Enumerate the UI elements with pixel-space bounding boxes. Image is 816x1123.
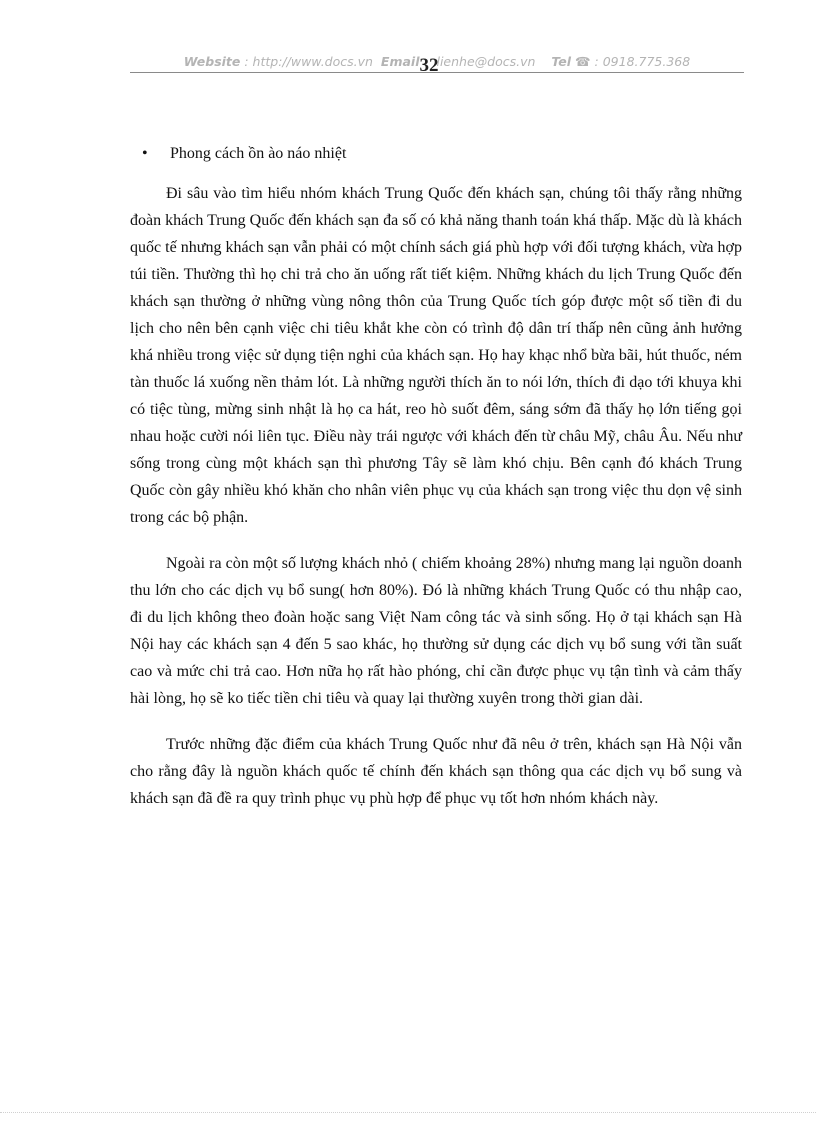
document-body [130, 140, 742, 831]
phone-icon: ☎ [574, 54, 591, 69]
paragraph-3: Trước những đặc điểm của khách Trung Quốc như đã nêu ở trên, khách sạn Hà Nội vẫn cho rằng đây là nguồn khách quốc tế chính đến khách sạn thông qua các dịch vụ bổ sung và khách sạn đã đề ra quy trình phục vụ phù hợp để phục vụ tốt hơn nhóm khách này. [130, 736, 742, 807]
paragraph-1: Đi sâu vào tìm hiểu nhóm khách Trung Quốc đến khách sạn, chúng tôi thấy rằng những đoàn khách Trung Quốc đến khách sạn đa số có khả năng thanh toán khá thấp. Mặc dù là khách quốc tế nhưng khách sạn vẫn phải có một chính sách giá phù hợp với đối tượng khách, vừa hợp túi tiền. Thường thì họ chi trả cho ăn uống rất tiết kiệm. Những khách du lịch Trung Quốc đến khách sạn thường ở những vùng nông thôn của Trung Quốc tích góp được một số tiền đi du lịch cho nên bên cạnh việc chi tiêu khắt khe còn có trình độ dân trí thấp nên cũng ảnh hưởng khá nhiều trong việc sử dụng tiện nghi của khách sạn. Họ hay khạc nhổ bừa bãi, hút thuốc, ném tàn thuốc lá xuống nền thảm lót. Là những người thích ăn to nói lớn, thích đi dạo tới khuya khi có tiệc tùng, mừng sinh nhật là họ ca hát, reo hò suốt đêm, sáng sớm đã thấy họ lớn tiếng gọi nhau hoặc cười nói liên tục. Điều này trái ngược với khách đến từ châu Mỹ, châu Âu. Nếu như sống trong cùng một khách sạn thì phương Tây sẽ làm khó chịu. Bên cạnh đó khách Trung Quốc còn gây nhiều khó khăn cho nhân viên phục vụ của khách sạn trong việc thu dọn vệ sinh trong các bộ phận. [130, 185, 742, 526]
website-label: Website [183, 54, 241, 69]
tel-label: Tel [551, 54, 571, 69]
bullet-icon: • [142, 145, 148, 162]
paragraph-2: Ngoài ra còn một số lượng khách nhỏ ( chiếm khoảng 28%) nhưng mang lại nguồn doanh thu lớn cho các dịch vụ bổ sung( hơn 80%). Đó là những khách Trung Quốc có thu nhập cao, đi du lịch không theo đoàn hoặc sang Việt Nam công tác và sinh sống. Họ ở tại khách sạn Hà Nội hay các khách sạn 4 đến 5 sao khác, họ thường sử dụng các dịch vụ bổ sung với tần suất cao và mức chi trả cao. Hơn nữa họ rất hào phóng, chỉ cần được phục vụ tận tình và cảm thấy hài lòng, họ sẽ ko tiếc tiền chi tiêu và quay lại thường xuyên trong thời gian dài. [130, 555, 742, 707]
phone-number: : 0918.775.368 [590, 54, 691, 69]
email-address[interactable]: lienhe@docs.vn [436, 54, 536, 69]
bullet-text: Phong cách ồn ào náo nhiệt [170, 145, 347, 162]
page-bottom-divider [0, 1112, 816, 1113]
page-header [130, 50, 744, 76]
email-label: Email [380, 54, 420, 69]
header-divider [130, 72, 744, 73]
website-url[interactable]: http://www.docs.vn [252, 54, 373, 69]
bullet-item [130, 140, 742, 167]
page-number: 32 [419, 55, 439, 76]
website-separator: : [240, 54, 253, 69]
